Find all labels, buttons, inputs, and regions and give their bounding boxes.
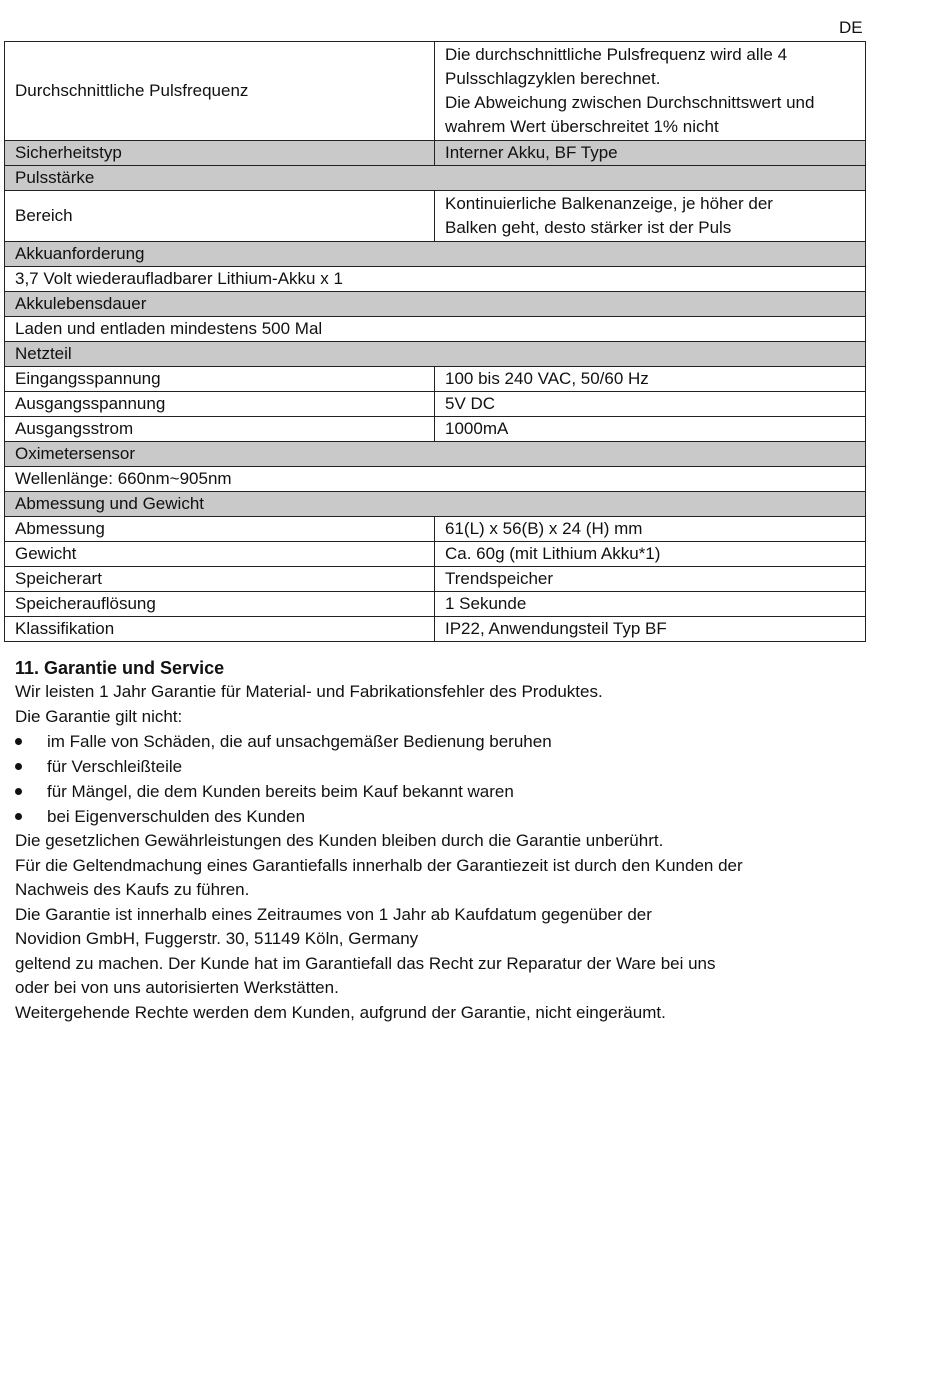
list-item-text: für Verschleißteile	[47, 757, 183, 776]
spec-value-cell: 5V DC	[435, 392, 866, 417]
spec-label-cell: Gewicht	[5, 542, 435, 567]
bullet-icon	[15, 763, 22, 770]
table-row	[5, 342, 866, 367]
table-row	[5, 292, 866, 317]
list-item	[15, 779, 815, 804]
warranty-text-line: Nachweis des Kaufs zu führen.	[15, 880, 250, 899]
table-row	[5, 392, 866, 417]
warranty-text-line: oder bei von uns autorisierten Werkstätten.	[15, 978, 339, 997]
spec-value-cell: 100 bis 240 VAC, 50/60 Hz	[435, 367, 866, 392]
list-item	[15, 804, 815, 829]
spec-value-cell: Trendspeicher	[435, 567, 866, 592]
section-header-cell: Abmessung und Gewicht	[5, 492, 866, 517]
warranty-text-line: geltend zu machen. Der Kunde hat im Garantiefall das Recht zur Reparatur der Ware bei uns	[15, 953, 716, 973]
table-row	[5, 567, 866, 592]
spec-value-cell: Ca. 60g (mit Lithium Akku*1)	[435, 542, 866, 567]
section-header-cell: Netzteil	[5, 342, 866, 367]
spec-value-line: Die Abweichung zwischen Durchschnittswert und	[445, 93, 815, 112]
bullet-icon	[15, 813, 22, 820]
warranty-text-line: Weitergehende Rechte werden dem Kunden, aufgrund der Garantie, nicht eingeräumt.	[15, 1002, 666, 1022]
table-row	[5, 417, 866, 442]
warranty-text-line: Die gesetzlichen Gewährleistungen des Kunden bleiben durch die Garantie unberührt.	[15, 831, 664, 850]
spec-value-line: wahrem Wert überschreitet 1% nicht	[445, 117, 719, 136]
spec-value-cell	[435, 191, 866, 242]
full-width-cell: Wellenlänge: 660nm~905nm	[5, 467, 866, 492]
table-row	[5, 617, 866, 642]
bullet-icon	[15, 738, 22, 745]
table-row	[5, 492, 866, 517]
table-row	[5, 517, 866, 542]
full-width-cell: Laden und entladen mindestens 500 Mal	[5, 317, 866, 342]
spec-label-cell: Speicherart	[5, 567, 435, 592]
spec-value-cell: 61(L) x 56(B) x 24 (H) mm	[435, 517, 866, 542]
list-item-text: für Mängel, die dem Kunden bereits beim Kauf bekannt waren	[47, 782, 514, 801]
warranty-section	[15, 656, 815, 1025]
warranty-intro-line: Wir leisten 1 Jahr Garantie für Material- und Fabrikationsfehler des Produktes.	[15, 682, 603, 701]
list-item	[15, 754, 815, 779]
warranty-address-line: Novidion GmbH, Fuggerstr. 30, 51149 Köln, Germany	[15, 929, 419, 948]
spec-label-cell: Ausgangsspannung	[5, 392, 435, 417]
spec-value-cell	[435, 42, 866, 141]
spec-value-line: Die durchschnittliche Pulsfrequenz wird alle 4	[445, 45, 788, 64]
spec-label-cell: Bereich	[5, 191, 435, 242]
table-row	[5, 317, 866, 342]
specifications-table	[4, 41, 866, 642]
spec-label-cell: Speicherauflösung	[5, 592, 435, 617]
spec-label-cell: Klassifikation	[5, 617, 435, 642]
table-row	[5, 242, 866, 267]
table-row	[5, 442, 866, 467]
spec-value-cell: IP22, Anwendungsteil Typ BF	[435, 617, 866, 642]
warranty-text-line: Die Garantie ist innerhalb eines Zeitraumes von 1 Jahr ab Kaufdatum gegenüber der	[15, 904, 652, 924]
warranty-heading: 11. Garantie und Service	[15, 658, 225, 678]
full-width-cell: 3,7 Volt wiederaufladbarer Lithium-Akku x 1	[5, 267, 866, 292]
spec-value-cell: 1 Sekunde	[435, 592, 866, 617]
list-item-text: im Falle von Schäden, die auf unsachgemäßer Bedienung beruhen	[47, 732, 552, 751]
spec-label-cell: Sicherheitstyp	[5, 141, 435, 166]
spec-label-cell: Ausgangsstrom	[5, 417, 435, 442]
language-code: DE	[839, 18, 863, 37]
table-row	[5, 191, 866, 242]
section-header-cell: Pulsstärke	[5, 166, 866, 191]
section-header-cell: Akkulebensdauer	[5, 292, 866, 317]
warranty-text-line: Für die Geltendmachung eines Garantiefalls innerhalb der Garantiezeit ist durch den Kunden der	[15, 855, 743, 875]
spec-value-line: Kontinuierliche Balkenanzeige, je höher der	[445, 194, 773, 213]
spec-value-line: Pulsschlagzyklen berechnet.	[445, 69, 661, 88]
spec-value-cell: 1000mA	[435, 417, 866, 442]
spec-label-cell: Abmessung	[5, 517, 435, 542]
spec-label-cell: Durchschnittliche Pulsfrequenz	[5, 42, 435, 141]
table-row	[5, 42, 866, 141]
exclusions-list	[15, 729, 815, 829]
table-row	[5, 141, 866, 166]
spec-value-line: Balken geht, desto stärker ist der Puls	[445, 218, 732, 237]
list-item	[15, 729, 815, 754]
list-item-text: bei Eigenverschulden des Kunden	[47, 807, 306, 826]
section-header-cell: Oximetersensor	[5, 442, 866, 467]
spec-value-cell: Interner Akku, BF Type	[435, 141, 866, 166]
table-row	[5, 367, 866, 392]
bullet-icon	[15, 788, 22, 795]
warranty-intro-line: Die Garantie gilt nicht:	[15, 706, 183, 726]
table-row	[5, 267, 866, 292]
table-row	[5, 166, 866, 191]
spec-label-cell: Eingangsspannung	[5, 367, 435, 392]
table-row	[5, 542, 866, 567]
table-row	[5, 467, 866, 492]
section-header-cell: Akkuanforderung	[5, 242, 866, 267]
table-row	[5, 592, 866, 617]
